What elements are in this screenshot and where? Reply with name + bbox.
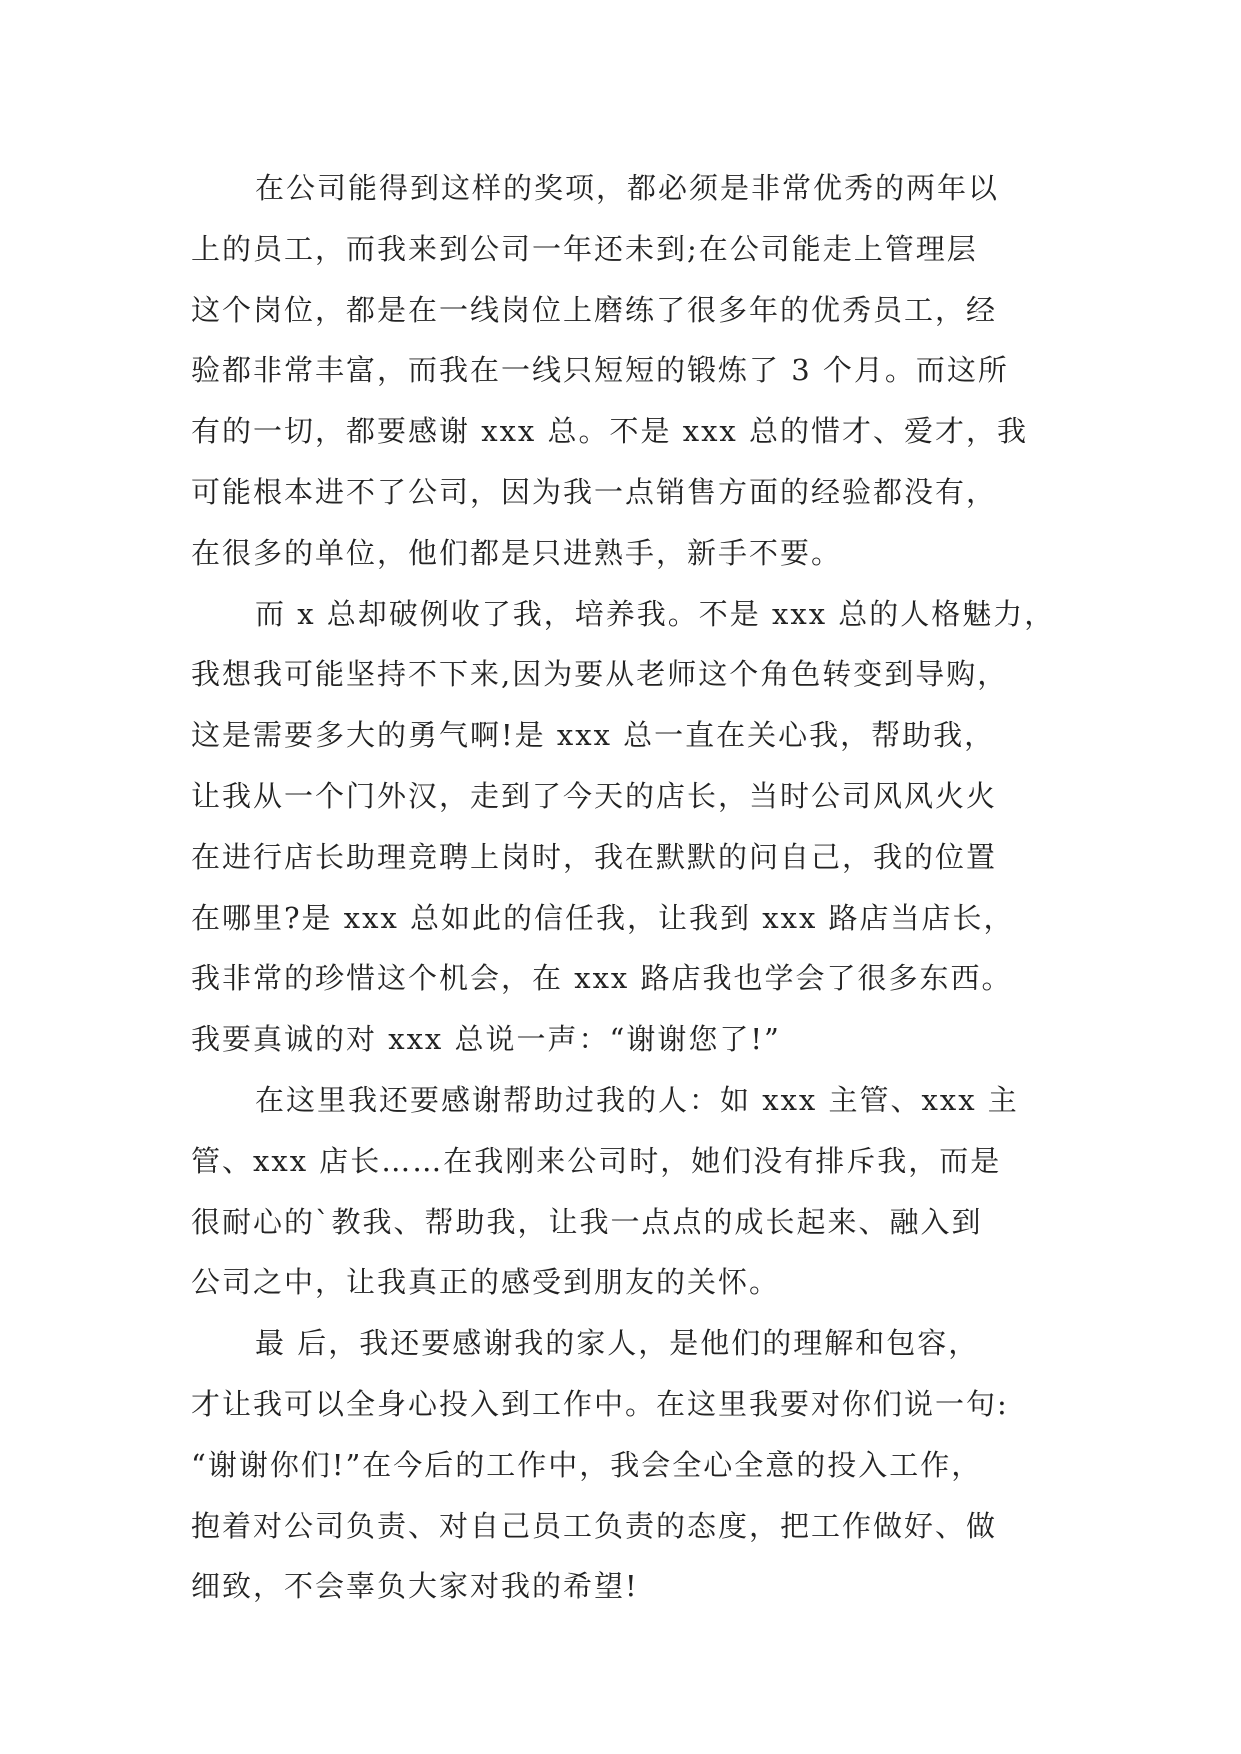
text-line: 公司之中，让我真正的感受到朋友的关怀。 — [191, 1265, 781, 1300]
text-line: 上的员工，而我来到公司一年还未到;在公司能走上管理层 — [191, 231, 978, 266]
text-line: 这个岗位，都是在一线岗位上磨练了很多年的优秀员工，经 — [191, 292, 998, 327]
text-line: 管、xxx 店长……在我刚来公司时，她们没有排斥我，而是 — [191, 1143, 1002, 1178]
text-line: 可能根本进不了公司，因为我一点销售方面的经验都没有， — [191, 474, 998, 509]
text-line: 最 后，我还要感谢我的家人，是他们的理解和包容， — [255, 1326, 980, 1361]
text-line: 我想我可能坚持不下来,因为要从老师这个角色转变到导购， — [191, 657, 1009, 692]
text-line: 在哪里?是 xxx 总如此的信任我，让我到 xxx 路店当店长， — [191, 900, 1015, 935]
text-line: 有的一切，都要感谢 xxx 总。不是 xxx 总的惜才、爱才，我 — [191, 414, 1029, 449]
text-line: 抱着对公司负责、对自己员工负责的态度，把工作做好、做 — [191, 1508, 998, 1543]
text-line: 在公司能得到这样的奖项，都必须是非常优秀的两年以 — [255, 171, 1000, 205]
text-line: 我非常的珍惜这个机会，在 xxx 路店我也学会了很多东西。 — [191, 961, 1013, 996]
text-line: 让我从一个门外汉，走到了今天的店长，当时公司风风火火 — [191, 778, 998, 813]
text-line: 在很多的单位，他们都是只进熟手，新手不要。 — [191, 535, 843, 570]
text-line: 验都非常丰富，而我在一线只短短的锻炼了 3 个月。而这所 — [191, 353, 1009, 388]
text-line: 很耐心的`教我、帮助我，让我一点点的成长起来、融入到 — [191, 1204, 983, 1239]
text-line: 这是需要多大的勇气啊!是 xxx 总一直在关心我，帮助我， — [191, 718, 996, 753]
text-line: 我要真诚的对 xxx 总说一声：“谢谢您了!” — [191, 1022, 781, 1057]
text-line: 细致，不会辜负大家对我的希望! — [191, 1569, 639, 1604]
text-line: 而 x 总却破例收了我，培养我。不是 xxx 总的人格魅力， — [255, 596, 1056, 631]
text-line: “谢谢你们!”在今后的工作中，我会全心全意的投入工作， — [191, 1447, 983, 1482]
text-line: 在进行店长助理竞聘上岗时，我在默默的问自己，我的位置 — [191, 839, 998, 874]
text-line: 才让我可以全身心投入到工作中。在这里我要对你们说一句: — [191, 1386, 1009, 1421]
text-line: 在这里我还要感谢帮助过我的人：如 xxx 主管、xxx 主 — [255, 1082, 1019, 1117]
document-body — [191, 158, 1071, 1617]
